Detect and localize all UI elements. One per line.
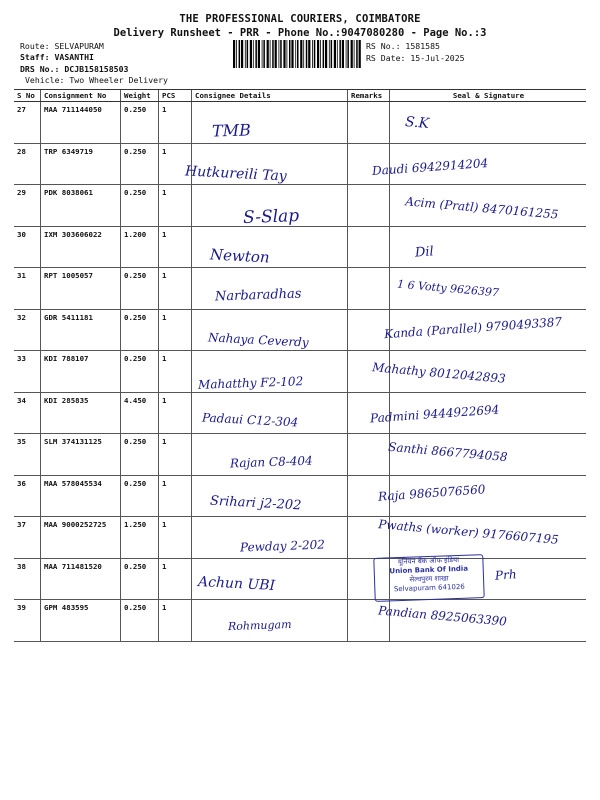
col-header-consignment: Consignment No [41, 90, 121, 102]
signature-handwriting: Dil [414, 244, 435, 262]
cell-weight: 0.250 [121, 185, 159, 227]
cell-consignment: TRP 6349719 [41, 143, 121, 185]
cell-remarks [348, 185, 390, 227]
cell-weight: 0.250 [121, 143, 159, 185]
runsheet-subtitle: Delivery Runsheet - PRR - Phone No.:9047080280 - Page No.:3 [113, 27, 487, 39]
stamp-line-hindi: यूनियन बैंक ऑफ इंडिया [397, 555, 460, 567]
signature-handwriting: Daudi 6942914204 [371, 155, 489, 178]
cell-pcs: 1 [159, 600, 192, 642]
cell-sno: 32 [14, 309, 41, 351]
cell-consignment: PDK 8038061 [41, 185, 121, 227]
barcode-bar [291, 40, 293, 68]
consignee-handwriting: Hutkureili Tay [184, 163, 288, 185]
table-row [14, 226, 586, 268]
signature-handwriting: Pwaths (worker) 9176607195 [377, 517, 560, 547]
cell-sno: 31 [14, 268, 41, 310]
cell-sno: 30 [14, 226, 41, 268]
stamp-line-english: Union Bank Of India [389, 564, 469, 576]
signature-handwriting: S.K [404, 113, 430, 133]
cell-sno: 39 [14, 600, 41, 642]
barcode-bar [342, 40, 344, 68]
cell-remarks [348, 434, 390, 476]
col-header-weight: Weight [121, 90, 159, 102]
barcode-bar [312, 40, 313, 68]
barcode-bar [241, 40, 243, 68]
barcode-bar [236, 40, 237, 68]
barcode-bar [245, 40, 246, 68]
barcode-bar [325, 40, 327, 68]
cell-sno: 29 [14, 185, 41, 227]
barcode-bar [283, 40, 285, 68]
barcode-bar [359, 40, 361, 68]
cell-weight: 0.250 [121, 558, 159, 600]
col-header-pcs: PCS [159, 90, 192, 102]
consignee-handwriting: Newton [209, 245, 270, 267]
barcode-bar [270, 40, 271, 68]
cell-consignment: MAA 711481520 [41, 558, 121, 600]
barcode-bar [323, 40, 325, 68]
consignee-handwriting: S-Slap [242, 205, 300, 228]
barcode-bar [263, 40, 265, 68]
cell-weight: 0.250 [121, 434, 159, 476]
cell-sno: 27 [14, 102, 41, 144]
drs-number: DRS No.: DCJB158158503 [20, 64, 129, 74]
barcode-bar [272, 40, 274, 68]
cell-consignment: GPM 483595 [41, 600, 121, 642]
barcode-bar [247, 40, 249, 68]
cell-pcs: 1 [159, 475, 192, 517]
signature-handwriting: Mahathy 8012042893 [371, 359, 507, 386]
barcode-bar [351, 40, 353, 68]
col-header-seal: Seal & Signature [390, 90, 587, 102]
cell-consignment: MAA 9000252725 [41, 517, 121, 559]
consignee-handwriting: Rohmugam [227, 617, 292, 633]
cell-weight: 1.200 [121, 226, 159, 268]
cell-consignment: GDR 5411181 [41, 309, 121, 351]
cell-sno: 28 [14, 143, 41, 185]
cell-pcs: 1 [159, 517, 192, 559]
cell-pcs: 1 [159, 268, 192, 310]
cell-pcs: 1 [159, 226, 192, 268]
cell-sno: 38 [14, 558, 41, 600]
barcode-bar [262, 40, 263, 68]
barcode-bar [239, 40, 241, 68]
consignee-handwriting: Rajan C8-404 [229, 453, 313, 471]
barcode-bar [334, 40, 336, 68]
cell-remarks [348, 102, 390, 144]
barcode-bar [297, 40, 299, 68]
cell-pcs: 1 [159, 185, 192, 227]
barcode-bar [233, 40, 235, 68]
barcode-bar [279, 40, 280, 68]
consignee-handwriting: Achun UBI [197, 573, 276, 594]
staff-label: Staff: VASANTHI [20, 52, 94, 62]
barcode-bar [314, 40, 316, 68]
barcode-bar [287, 40, 288, 68]
barcode-bar [354, 40, 355, 68]
consignee-handwriting: Mahatthy F2-102 [197, 373, 304, 392]
consignee-handwriting: Srihari j2-202 [209, 493, 302, 514]
vehicle-label: Vehicle: Two Wheeler Delivery [25, 75, 168, 85]
table-row [14, 143, 586, 185]
cell-sno: 34 [14, 392, 41, 434]
barcode-bar [346, 40, 347, 68]
signature-handwriting: Acim (Pratl) 8470161255 [404, 193, 559, 222]
signature-handwriting: 1 6 Votty 9626397 [396, 277, 500, 300]
barcode-bar [339, 40, 341, 68]
col-header-consignee: Consignee Details [192, 90, 348, 102]
consignee-handwriting: Padaui C12-304 [201, 410, 299, 430]
barcode-bar [255, 40, 257, 68]
stamp-line-branch: Selvapuram 641026 [393, 582, 465, 594]
cell-weight: 0.250 [121, 351, 159, 393]
consignee-handwriting: Narbaradhas [214, 286, 302, 305]
route-label: Route: SELVAPURAM [20, 41, 104, 51]
barcode-bar [275, 40, 277, 68]
barcode-bar [347, 40, 349, 68]
barcode-bar [267, 40, 269, 68]
stamp-line-tamil: सेल्वपुरम शाखा [409, 574, 449, 584]
consignee-handwriting: Pewday 2-202 [239, 537, 326, 555]
barcode-bar [317, 40, 319, 68]
cell-weight: 1.250 [121, 517, 159, 559]
barcode-bar [258, 40, 260, 68]
barcode-image [233, 40, 363, 68]
cell-consignment: IXM 303606022 [41, 226, 121, 268]
cell-pcs: 1 [159, 143, 192, 185]
cell-pcs: 1 [159, 309, 192, 351]
consignee-handwriting: TMB [211, 120, 252, 141]
cell-consignment: MAA 711144050 [41, 102, 121, 144]
cell-weight: 0.250 [121, 268, 159, 310]
table-header-row [14, 90, 586, 102]
cell-pcs: 1 [159, 434, 192, 476]
table-row [14, 102, 586, 144]
cell-remarks [348, 268, 390, 310]
cell-pcs: 1 [159, 351, 192, 393]
signature-handwriting: Padmini 9444922694 [369, 402, 500, 426]
barcode-bar [331, 40, 333, 68]
cell-consignment: RPT 1005057 [41, 268, 121, 310]
barcode-bar [303, 40, 304, 68]
rs-number: RS No.: 1581585 [366, 41, 440, 51]
cell-consignment: SLM 374131125 [41, 434, 121, 476]
col-header-remarks: Remarks [348, 90, 390, 102]
barcode-bar [308, 40, 310, 68]
cell-weight: 0.250 [121, 102, 159, 144]
cell-sno: 37 [14, 517, 41, 559]
cell-consignment: KDI 285835 [41, 392, 121, 434]
barcode-bar [300, 40, 302, 68]
barcode-bar [295, 40, 296, 68]
cell-pcs: 1 [159, 102, 192, 144]
barcode-bar [250, 40, 252, 68]
barcode-bar [320, 40, 321, 68]
barcode-bar [356, 40, 358, 68]
cell-pcs: 1 [159, 392, 192, 434]
signature-handwriting: Santhi 8667794058 [387, 440, 509, 465]
barcode-bar [253, 40, 254, 68]
cell-consignment: MAA 578045534 [41, 475, 121, 517]
table-row [14, 392, 586, 434]
consignee-handwriting: Nahaya Ceverdy [207, 330, 309, 350]
rs-date: RS Date: 15-Jul-2025 [366, 53, 465, 63]
cell-sno: 36 [14, 475, 41, 517]
company-title: THE PROFESSIONAL COURIERS, COIMBATORE [179, 13, 421, 25]
cell-consignment: KDI 788107 [41, 351, 121, 393]
barcode-bar [306, 40, 308, 68]
runsheet-table [14, 89, 586, 642]
cell-weight: 0.250 [121, 600, 159, 642]
signature-handwriting: Pandian 8925063390 [377, 602, 508, 629]
cell-pcs: 1 [159, 558, 192, 600]
cell-remarks [348, 226, 390, 268]
barcode-bar [337, 40, 338, 68]
barcode-bar [329, 40, 330, 68]
signature-handwriting: Kanda (Parallel) 9790493387 [383, 314, 563, 342]
col-header-sno: S No [14, 90, 41, 102]
barcode-bar [280, 40, 282, 68]
signature-handwriting: Raja 9865076560 [377, 482, 486, 504]
bank-stamp [373, 554, 484, 602]
barcode-bar [289, 40, 291, 68]
cell-sno: 33 [14, 351, 41, 393]
cell-weight: 0.250 [121, 309, 159, 351]
cell-sno: 35 [14, 434, 41, 476]
cell-weight: 0.250 [121, 475, 159, 517]
cell-weight: 4.450 [121, 392, 159, 434]
signature-handwriting: Prh [494, 567, 518, 583]
